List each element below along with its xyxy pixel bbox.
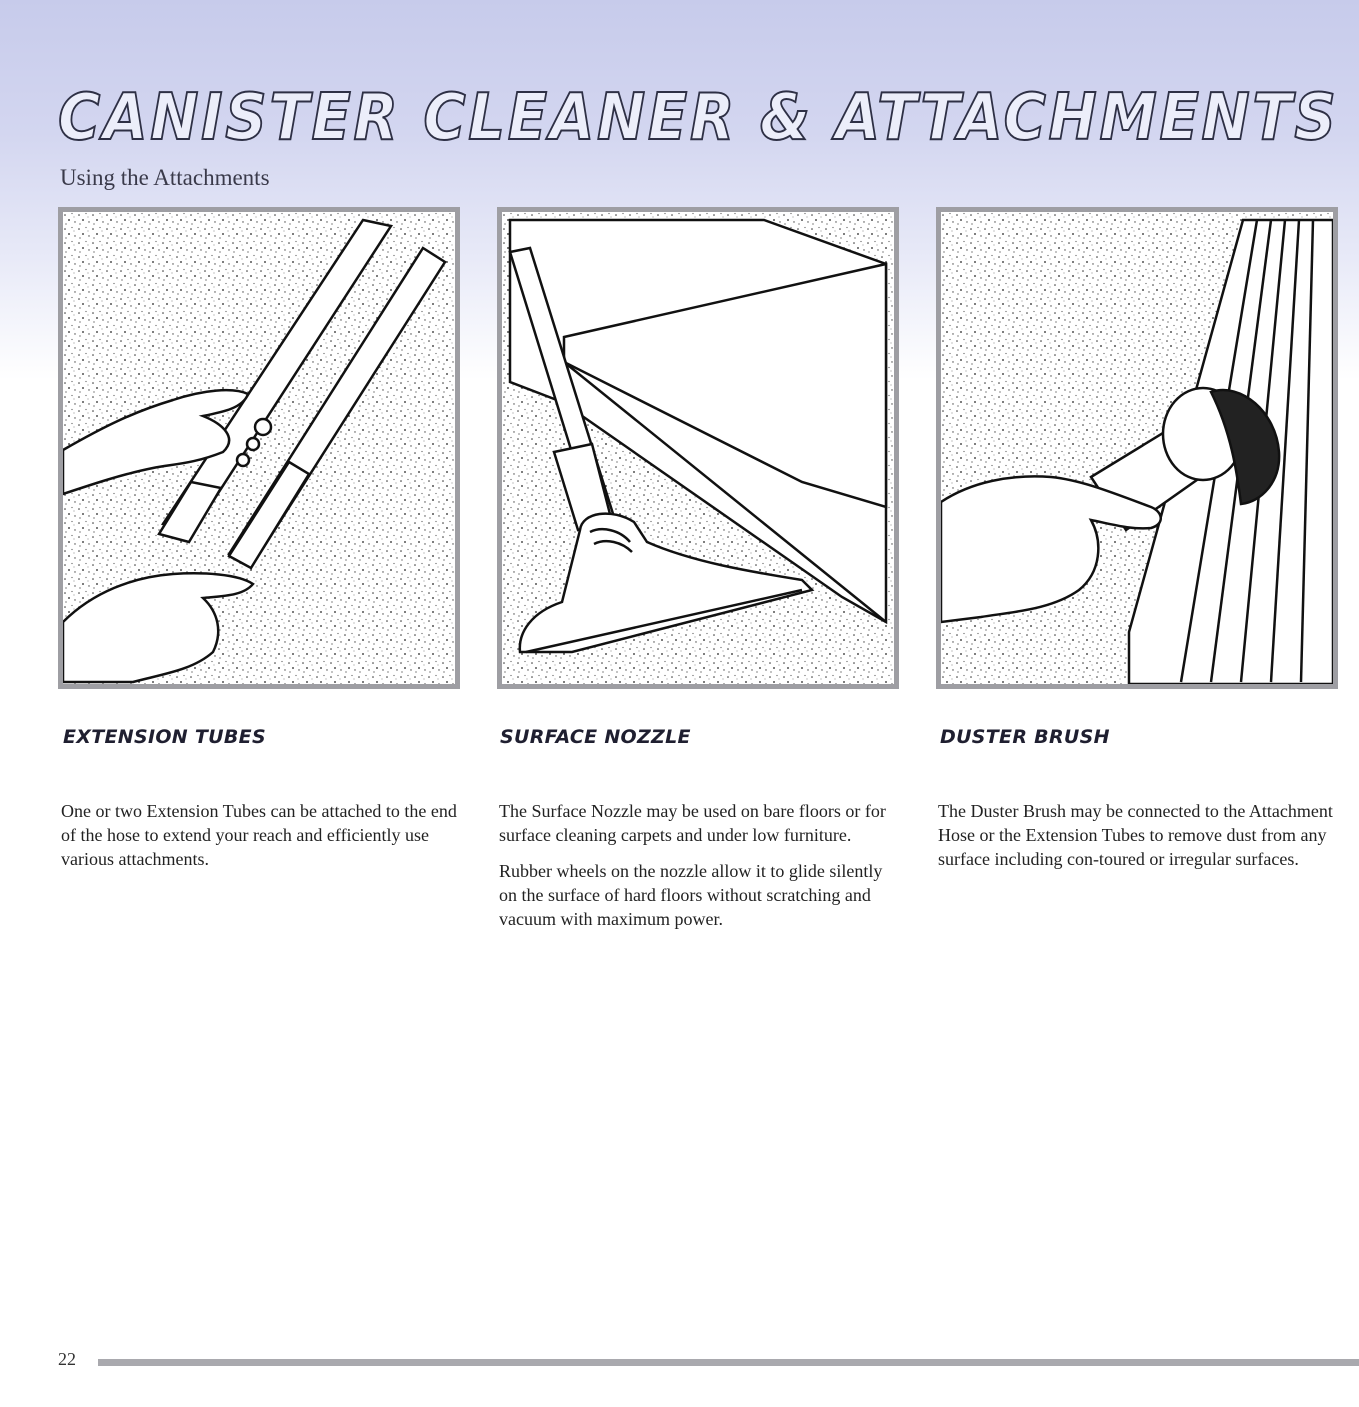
extension-tubes-description <box>61 799 461 883</box>
duster-brush-description <box>938 799 1338 883</box>
surface-nozzle-paragraph-1: The Surface Nozzle may be used on bare floors or for surface cleaning carpets and under low furniture. <box>499 801 886 845</box>
duster-brush-illustration <box>936 207 1338 689</box>
footer-rule <box>98 1359 1359 1366</box>
surface-nozzle-illustration <box>497 207 899 689</box>
page-subtitle: Using the Attachments <box>60 165 270 190</box>
duster-brush-paragraph: The Duster Brush may be connected to the Attachment Hose or the Extension Tubes to remove dust from any surface including con-toured or irregular surfaces. <box>938 801 1333 869</box>
duster-brush-heading: DUSTER BRUSH <box>940 726 1110 748</box>
extension-tubes-paragraph: One or two Extension Tubes can be attached to the end of the hose to extend your reach and efficiently use various attachments. <box>61 801 457 869</box>
surface-nozzle-heading: SURFACE NOZZLE <box>500 726 691 748</box>
surface-nozzle-description <box>499 799 899 943</box>
surface-nozzle-paragraph-2: Rubber wheels on the nozzle allow it to glide silently on the surface of hard floors without scratching and vacuum with maximum power. <box>499 861 883 929</box>
page-title: CANISTER CLEANER & ATTACHMENTS <box>58 81 1339 155</box>
extension-tubes-heading: EXTENSION TUBES <box>63 726 266 748</box>
page-number: 22 <box>58 1349 76 1369</box>
extension-tubes-illustration <box>58 207 460 689</box>
